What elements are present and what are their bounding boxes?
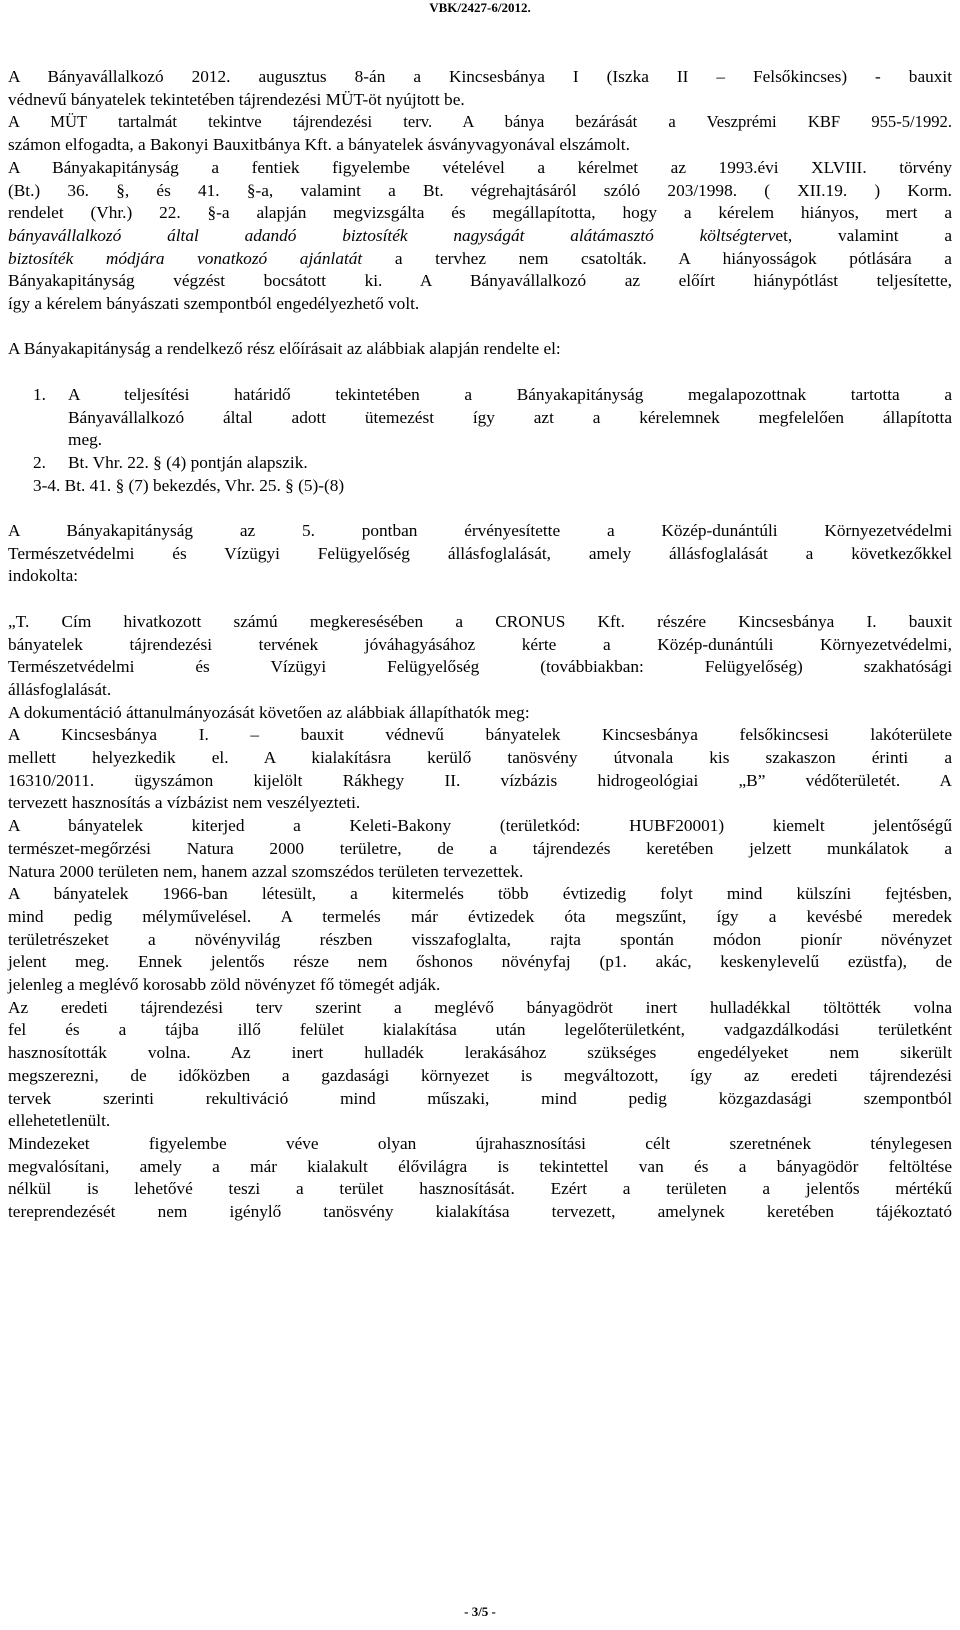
- text-line: A Bányakapitányság az 5. pontban érvényesítette a Közép-dunántúli Környezetvédelmi: [8, 521, 952, 541]
- page-number: - 3/5 -: [464, 1604, 496, 1619]
- text-line: „T. Cím hivatkozott számú megkeresésében a CRONUS Kft. részére Kincsesbánya I. bauxit: [8, 611, 952, 631]
- text-line: így a kérelem bányászati szempontból engedélyezhető volt.: [8, 294, 420, 314]
- text-line: A MÜT tartalmát tekintve tájrendezési terv. A bánya bezárását a Veszprémi KBF 955-5/1992.: [8, 112, 952, 132]
- text-line: területrészeket a növényvilág részben visszafoglalta, rajta spontán módon pionír növényzet: [8, 929, 952, 949]
- paragraph-intro: [8, 66, 952, 316]
- italic-phrase: bányavállalkozó által adandó biztosíték nagyságát alátámasztó költségterv: [8, 225, 776, 245]
- document-body: [8, 66, 952, 1224]
- text-line: bányatelek tájrendezési tervének jóváhagyásához kérte a Közép-dunántúli Környezetvédelmi,: [8, 634, 952, 654]
- text-line: megszerezni, de időközben a gazdasági környezet is megváltozott, így az eredeti tájrendezési: [8, 1065, 952, 1085]
- text-line: számon elfogadta, a Bakonyi Bauxitbánya Kft. a bányatelek ásványvagyonával elszámolt.: [8, 135, 630, 155]
- text-line: A Bányakapitányság a fentiek figyelembe vételével a kérelmet az 1993.évi XLVIII. törvény: [8, 157, 952, 177]
- text-line: tervek szerinti rekultiváció mind műszaki, mind pedig közgazdasági szempontból: [8, 1088, 952, 1108]
- text-line: Természetvédelmi és Vízügyi Felügyelőség állásfoglalását, amely állásfoglalását a következőkkel: [8, 543, 952, 563]
- text-line: [8, 225, 952, 248]
- text-line: A bányatelek kiterjed a Keleti-Bakony (területkód: HUBF20001) kiemelt jelentőségű: [8, 816, 952, 836]
- text-line: megvalósítani, amely a már kialakult élővilágra is tekintettel van és a bányagödör feltöltése: [8, 1156, 952, 1176]
- text-line: Az eredeti tájrendezési terv szerint a meglévő bányagödröt inert hulladékkal töltötték volna: [8, 997, 952, 1017]
- text-line: 16310/2011. ügyszámon kijelölt Rákhegy II. vízbázis hidrogeológiai „B” védőterületét. A: [8, 770, 952, 790]
- text-run: et, valamint a: [775, 225, 952, 245]
- text-line: Természetvédelmi és Vízügyi Felügyelőség (továbbiakban: Felügyelőség) szakhatósági: [8, 657, 952, 677]
- text-line: tervezett hasznosítás a vízbázist nem veszélyezteti.: [8, 793, 361, 813]
- document-number: VBK/2427-6/2012.: [429, 0, 531, 15]
- text-line: rendelet (Vhr.) 22. §-a alapján megvizsgálta és megállapította, hogy a kérelem hiányos, mert a: [8, 203, 952, 223]
- text-line: tereprendezését nem igénylő tanösvény kialakítása tervezett, amelynek keretében tájékoztató: [8, 1202, 952, 1222]
- list-number: 2.: [33, 452, 46, 472]
- text-line: Bányavállalkozó által adott ütemezést így azt a kérelemnek megfelelően állapította: [68, 407, 952, 427]
- text-line: természet-megőrzési Natura 2000 területre, de a tájrendezés keretében jelzett munkálatok a: [8, 838, 952, 858]
- text-line: védnevű bányatelek tekintetében tájrendezési MÜT-öt nyújtott be.: [8, 89, 465, 109]
- text-line: Natura 2000 területen nem, hanem azzal szomszédos területen tervezettek.: [8, 861, 524, 881]
- quoted-statement: [8, 611, 952, 1224]
- text-line: A Bányavállalkozó 2012. augusztus 8-án a Kincsesbánya I (Iszka II ‒ Felsőkincses) - bauxit: [8, 67, 952, 86]
- text-line: mind pedig mélyművelésel. A termelés már évtizedek óta megszűnt, így a kevésbé meredek: [8, 906, 952, 926]
- text-line: nélkül is lehetővé teszi a terület hasznosítását. Ezért a területen a jelentős mértékű: [8, 1179, 952, 1199]
- text-line: állásfoglalását.: [8, 679, 112, 699]
- italic-phrase: biztosíték módjára vonatkozó ajánlatát: [8, 248, 363, 268]
- text-run: a tervhez nem csatolták. A hiányosságok pótlására a: [362, 248, 952, 268]
- numbered-list: [8, 384, 952, 498]
- text-line: indokolta:: [8, 566, 79, 586]
- text-line: A bányatelek 1966-ban létesült, a kitermelés több évtizedig folyt mind külszíni fejtésben,: [8, 884, 952, 904]
- text-line: mellett helyezkedik el. A kialakításra kerülő tanösvény útvonala kis szakaszon érinti a: [8, 748, 952, 768]
- paragraph-decision-basis: A Bányakapitányság a rendelkező rész előírásait az alábbiak alapján rendelte el:: [8, 339, 561, 359]
- text-line: A Kincsesbánya I. ‒ bauxit védnevű bányatelek Kincsesbánya felsőkincsesi lakóterülete: [8, 725, 952, 745]
- text-line: [8, 248, 952, 271]
- text-line: jelent meg. Ennek jelentős része nem őshonos növényfaj (p1. akác, keskenylevelű ezüstfa), de: [8, 952, 952, 972]
- list-item: 3-4. Bt. 41. § (7) bekezdés, Vhr. 25. § (5)-(8): [33, 475, 345, 495]
- paragraph-authority-opinion: [8, 520, 952, 588]
- text-line: fel és a tájba illő felület kialakítása után legelőterületként, vadgazdálkodási területként: [8, 1020, 952, 1040]
- text-line: hasznosították volna. Az inert hulladék lerakásához szükséges engedélyeket nem sikerült: [8, 1043, 952, 1063]
- list-item: [8, 452, 952, 475]
- text-line: Bt. Vhr. 22. § (4) pontján alapszik.: [68, 452, 308, 472]
- list-number: 1.: [33, 384, 46, 404]
- text-line: (Bt.) 36. §, és 41. §-a, valamint a Bt. végrehajtásáról szóló 203/1998. ( XII.19. ) Korm.: [8, 180, 952, 200]
- text-line: jelenleg a meglévő korosabb zöld növényzet fő tömegét adják.: [8, 975, 441, 995]
- text-line: Bányakapitányság végzést bocsátott ki. A Bányavállalkozó az előírt hiánypótlást teljesítette,: [8, 271, 952, 291]
- text-line: ellehetetlenült.: [8, 1111, 111, 1131]
- text-line: A teljesítési határidő tekintetében a Bányakapitányság megalapozottnak tartotta a: [68, 384, 952, 404]
- text-line: Mindezeket figyelembe véve olyan újrahasznosítási célt szeretnének ténylegesen: [8, 1133, 952, 1153]
- text-line: A dokumentáció áttanulmányozását követően az alábbiak állapíthatók meg:: [8, 702, 530, 722]
- text-line: meg.: [68, 430, 103, 450]
- list-item: [8, 384, 952, 452]
